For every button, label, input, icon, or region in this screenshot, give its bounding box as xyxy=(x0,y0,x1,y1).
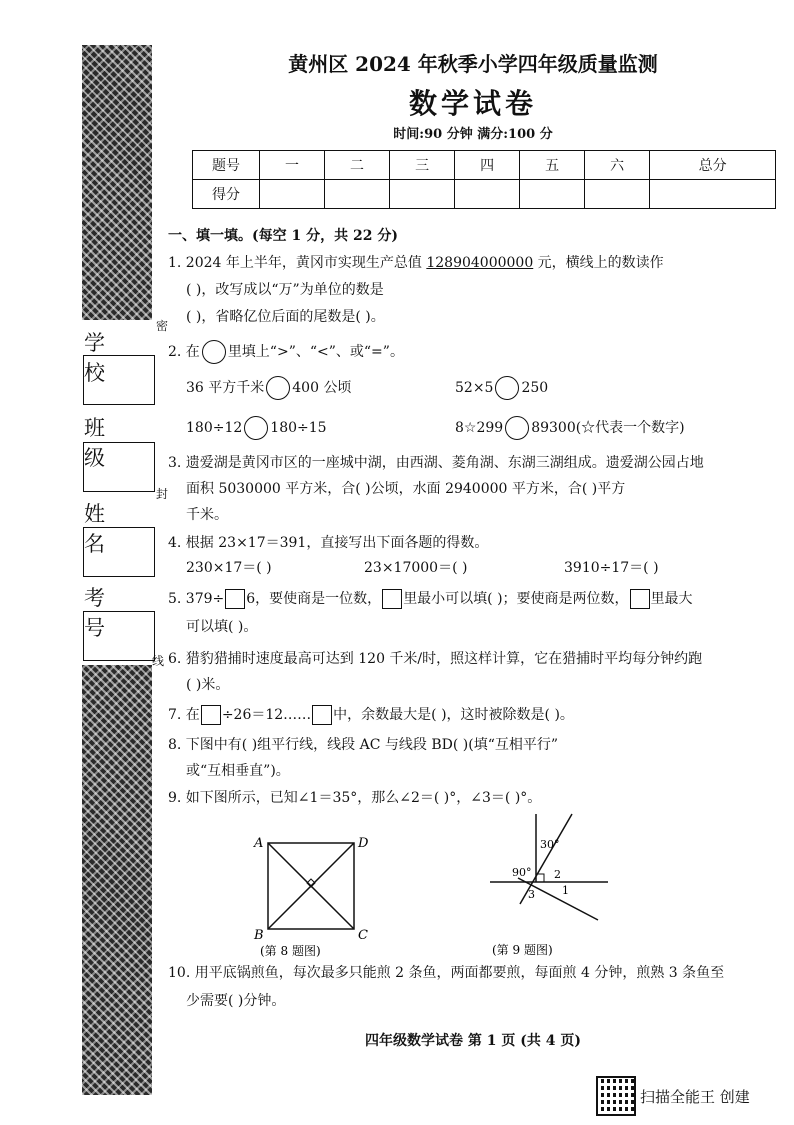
q2-line1 xyxy=(168,340,404,364)
q8-line2: 或“互相垂直”)。 xyxy=(186,763,290,779)
q1-text-a: 1. 2024 年上半年，黄冈市实现生产总值 xyxy=(168,255,427,271)
q5-text-b: 6，要使商是一位数， xyxy=(246,591,382,607)
decorative-pattern-bottom xyxy=(82,665,152,1095)
q7-text-b: ÷26＝12…… xyxy=(221,707,312,723)
score-table-score-row xyxy=(193,180,776,209)
class-label: 班 级 xyxy=(84,416,119,470)
answer-circle[interactable] xyxy=(495,376,519,400)
seal-xian: 线 xyxy=(152,654,165,668)
page-footer: 四年级数学试卷 第 1 页 (共 4 页) xyxy=(365,1033,581,1049)
blank-square[interactable] xyxy=(382,589,402,609)
name-label: 姓 名 xyxy=(84,502,119,556)
angle-90-label: 90° xyxy=(512,866,532,879)
q2-r1d: 250 xyxy=(521,380,549,396)
score-input-cell[interactable] xyxy=(520,180,585,209)
score-cell: 六 xyxy=(585,151,650,180)
seal-feng: 封 xyxy=(156,487,169,501)
q2-r2b: 180÷15 xyxy=(270,420,327,436)
angle-1-label: 1 xyxy=(562,884,569,897)
exam-meta: 时间:90 分钟 满分:100 分 xyxy=(393,127,553,142)
q2-r1c: 52×5 xyxy=(455,380,494,396)
q4-c: 3910÷17＝( ) xyxy=(564,560,659,576)
q2-r1b: 400 公顷 xyxy=(292,380,352,396)
score-cell: 一 xyxy=(260,151,325,180)
score-cell: 题号 xyxy=(193,151,260,180)
q6-line2: ( )米。 xyxy=(186,677,230,693)
label-a: A xyxy=(254,836,264,851)
blank-square[interactable] xyxy=(201,705,221,725)
score-input-cell[interactable] xyxy=(585,180,650,209)
q4-line1: 4. 根据 23×17＝391，直接写出下面各题的得数。 xyxy=(168,535,489,551)
q1-line2: ( )，改写成以“万”为单位的数是 xyxy=(186,282,384,298)
q5-line1 xyxy=(168,588,693,609)
q1-line1 xyxy=(168,252,664,272)
score-input-cell[interactable] xyxy=(260,180,325,209)
q3-line2: 面积 5030000 平方米，合( )公顷，水面 2940000 平方米，合( )平方 xyxy=(186,481,626,497)
exam-title: 黄州区 2024 年秋季小学四年级质量监测 xyxy=(288,52,658,76)
q9-line1: 9. 如下图所示，已知∠1＝35°，那么∠2＝( )°，∠3＝( )°。 xyxy=(168,790,542,806)
school-label: 学 校 xyxy=(84,331,119,385)
q5-text-c: 里最小可以填( )；要使商是两位数， xyxy=(403,591,629,607)
q1-text-b: 元，横线上的数读作 xyxy=(533,255,664,271)
score-table-header-row xyxy=(193,151,776,180)
label-b: B xyxy=(254,928,264,943)
q7-text-a: 7. 在 xyxy=(168,707,200,723)
q1-line3: ( )，省略亿位后面的尾数是( )。 xyxy=(186,309,385,325)
q2-row2-left xyxy=(186,416,327,440)
q2-row1-left xyxy=(186,376,351,400)
q1-number: 128904000000 xyxy=(426,255,534,271)
q2-text-a: 2. 在 xyxy=(168,344,200,360)
watermark-text: 扫描全能王 创建 xyxy=(640,1088,750,1106)
q6-line1: 6. 猎豹猎捕时速度最高可达到 120 千米/时，照这样计算，它在猎捕时平均每分钟约跑 xyxy=(168,651,703,667)
q7-line1 xyxy=(168,704,574,725)
score-cell: 总分 xyxy=(650,151,776,180)
score-cell: 二 xyxy=(325,151,390,180)
q3-line3: 千米。 xyxy=(186,507,228,523)
decorative-pattern-top xyxy=(82,45,152,320)
exam-number-field[interactable] xyxy=(83,611,155,661)
q2-r2c: 8☆299 xyxy=(455,420,504,436)
figure-9-caption: (第 9 题图) xyxy=(492,943,553,957)
score-cell: 得分 xyxy=(193,180,260,209)
qr-code-icon xyxy=(596,1076,636,1116)
q4-b: 23×17000＝( ) xyxy=(364,560,468,576)
q2-row2-right xyxy=(455,416,685,440)
q5-line2: 可以填( )。 xyxy=(186,619,258,635)
q2-row1-right xyxy=(455,376,548,400)
exam-number-label: 考 号 xyxy=(84,586,119,640)
score-input-cell[interactable] xyxy=(390,180,455,209)
q10-line2: 少需要( )分钟。 xyxy=(186,993,286,1009)
label-d: D xyxy=(358,836,369,851)
scanner-watermark xyxy=(596,1076,786,1116)
exam-subject: 数学试卷 xyxy=(408,87,537,120)
answer-circle[interactable] xyxy=(244,416,268,440)
score-input-cell[interactable] xyxy=(650,180,776,209)
class-field[interactable] xyxy=(83,442,155,492)
compare-circle-icon xyxy=(202,340,226,364)
q10-line1: 10. 用平底锅煎鱼，每次最多只能煎 2 条鱼，两面都要煎，每面煎 4 分钟，煎熟 3 条鱼至 xyxy=(168,965,725,981)
score-table xyxy=(192,150,776,209)
q8-line1: 8. 下图中有( )组平行线，线段 AC 与线段 BD( )(填“互相平行” xyxy=(168,737,559,753)
answer-circle[interactable] xyxy=(505,416,529,440)
angle-30-label: 30° xyxy=(540,838,560,851)
q7-text-c: 中，余数最大是( )，这时被除数是( )。 xyxy=(333,707,574,723)
figure-8-square xyxy=(248,825,378,960)
name-field[interactable] xyxy=(83,527,155,577)
blank-square[interactable] xyxy=(630,589,650,609)
seal-mi: 密 xyxy=(156,319,169,333)
q5-text-d: 里最大 xyxy=(650,591,693,607)
score-cell: 三 xyxy=(390,151,455,180)
score-input-cell[interactable] xyxy=(325,180,390,209)
blank-square[interactable] xyxy=(225,589,245,609)
label-c: C xyxy=(358,928,368,943)
figure-9-angles xyxy=(488,808,618,960)
q5-text-a: 5. 379÷ xyxy=(168,591,225,607)
school-field[interactable] xyxy=(83,355,155,405)
answer-circle[interactable] xyxy=(266,376,290,400)
blank-square[interactable] xyxy=(312,705,332,725)
angle-2-label: 2 xyxy=(554,868,561,881)
q3-line1: 3. 遗爱湖是黄冈市区的一座城中湖，由西湖、菱角湖、东湖三湖组成。遗爱湖公园占地 xyxy=(168,455,704,471)
q2-r2d: 89300(☆代表一个数字) xyxy=(531,420,685,436)
binding-sidebar xyxy=(78,45,169,1095)
score-cell: 四 xyxy=(455,151,520,180)
angle-3-label: 3 xyxy=(528,888,535,901)
score-cell: 五 xyxy=(520,151,585,180)
q2-r2a: 180÷12 xyxy=(186,420,243,436)
score-input-cell[interactable] xyxy=(455,180,520,209)
q2-r1a: 36 平方千米 xyxy=(186,380,265,396)
figure-8-caption: (第 8 题图) xyxy=(260,944,321,958)
q2-text-b: 里填上“>”、“<”、或“=”。 xyxy=(227,344,404,360)
q4-a: 230×17＝( ) xyxy=(186,560,272,576)
section1-heading: 一、填一填。(每空 1 分，共 22 分) xyxy=(168,228,398,244)
